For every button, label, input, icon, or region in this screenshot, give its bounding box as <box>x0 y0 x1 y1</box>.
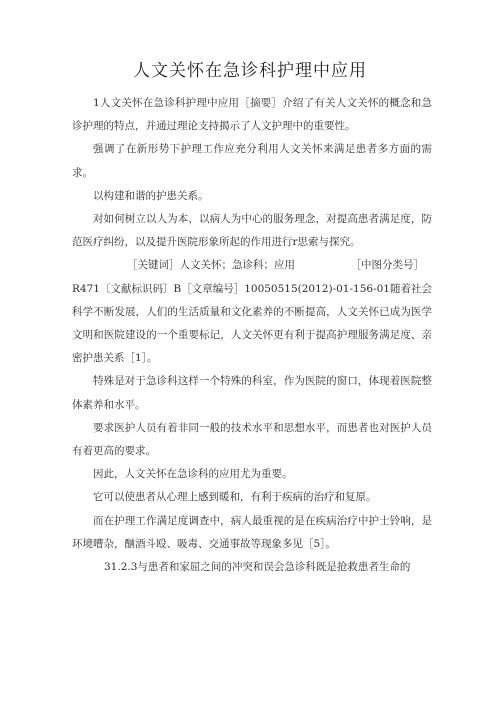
paragraph: 要求医护人员有着非同一般的技术水平和思想水平，而患者也对医护人员有着更高的要求。 <box>72 421 432 458</box>
paragraph: 以构建和谐的护患关系。 <box>93 189 209 202</box>
section-heading-line: 31.2.3与患者和家屈之间的冲突和误会急诊科既是抢救患者生命的 <box>104 561 411 574</box>
keywords: ［关键词］人文关怀；急诊科；应用 <box>127 259 295 272</box>
paragraph: 它可以使患者从心理上感到暖和，有利于疾病的治疗和复原。 <box>93 491 377 504</box>
classification-label: ［中图分类号］ <box>350 259 424 272</box>
document-body <box>72 92 432 579</box>
document-title: 人文关怀在急诊科护理中应用 <box>133 61 367 81</box>
paragraph: 对如何树立以人为本，以病人为中心的服务理念，对提高患者满足度，防范医疗纠纷，以及提升医院形象所起的作用进行r思索与探究。 <box>72 213 432 249</box>
paragraph: R471〔文献标识码〕B［文章编号］10050515(2012)-01-156-01随着社会科学不断发展，人们的生活质量和文化素养的不断提高，人文关怀已成为医学文明和医院建设的一个重要标记，人文关怀更有利于提高护理服务满足度、亲密护患关系［1］。 <box>72 282 432 365</box>
keywords-line <box>72 254 432 277</box>
paragraph: 强调了在新形势下护理工作应充分利用人文关怀来满足患者多方面的需求。 <box>72 143 432 179</box>
paragraph-abstract: 1人文关怀在急诊科护理中应用［摘要］介绍了有关人文关怀的概念和急诊护理的特点，并通过理论支持揭示了人文护理中的重要性。 <box>72 97 432 133</box>
paragraph: 因此，人文关怀在急诊科的应用尤为重要。 <box>93 468 293 481</box>
paragraph: 而在护理工作满足度调查中，病人最重视的是在疾病治疗中护士铃响，是环境嘈杂，酗酒斗殴、吸毒、交通事故等现象多见［5］。 <box>72 514 432 550</box>
paragraph: 特殊是对于急诊科这样一个特殊的科室，作为医院的窗口，体现着医院整体素养和水平。 <box>72 375 432 411</box>
